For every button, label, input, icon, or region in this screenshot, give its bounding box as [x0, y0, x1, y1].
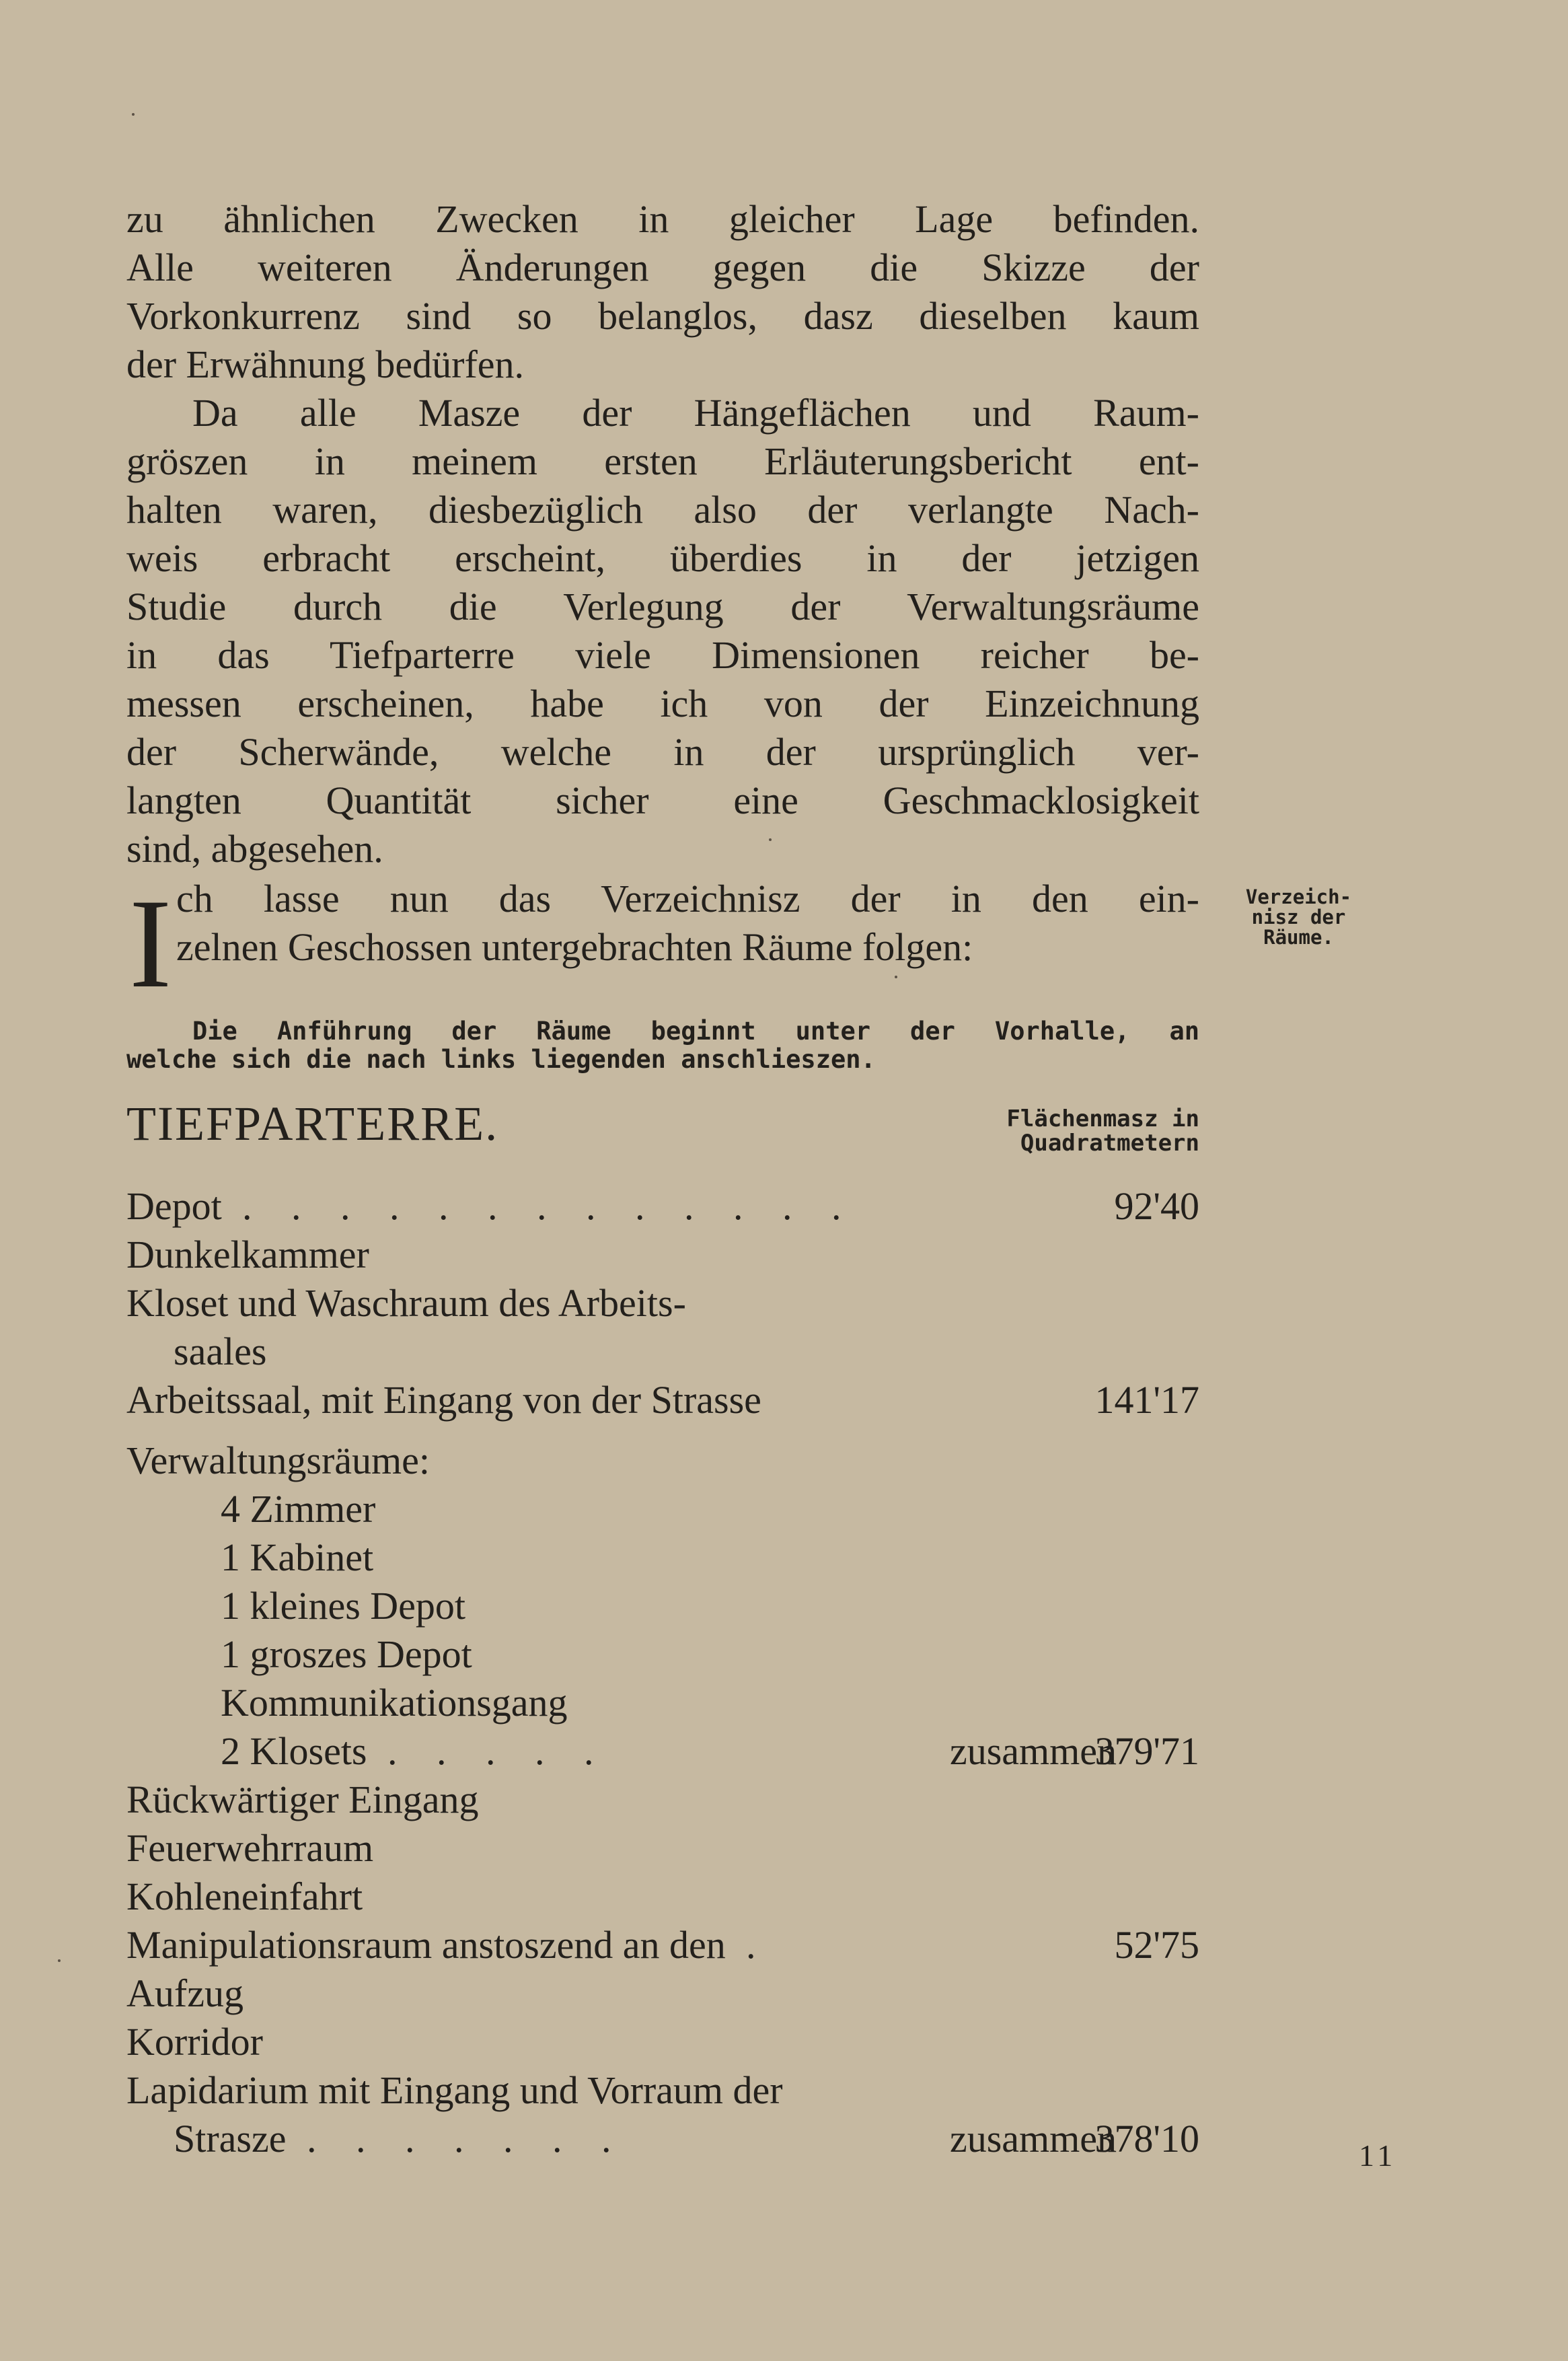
- text-line: Studie durch die Verlegung der Verwaltungsräume: [126, 585, 1199, 628]
- text-line: Alle weiteren Änderungen gegen die Skizze der: [126, 246, 1199, 289]
- text-line: zelnen Geschossen untergebrachten Räume folgen:: [176, 925, 973, 969]
- dot-leader: .: [746, 1923, 771, 1967]
- text-line: Da alle Masze der Hängeflächen und Raum-: [192, 391, 1199, 435]
- column-header: [955, 1107, 1199, 1155]
- text-line: der Scherwände, welche in der ursprünglich ver-: [126, 730, 1199, 774]
- list-item: [126, 1727, 1199, 1776]
- dot-leader: . . . . .: [387, 1729, 609, 1773]
- room-label: Rückwärtiger Eingang: [126, 1778, 479, 1821]
- body-paragraph-1: [126, 195, 1199, 389]
- dot-leader: . . . . . . .: [307, 2117, 626, 2160]
- room-label: Manipulationsraum anstoszend an den: [126, 1923, 726, 1967]
- room-label: Kommunikationsgang: [221, 1681, 568, 1724]
- drop-cap: I: [129, 873, 172, 1015]
- text-line: der Erwähnung bedürfen.: [126, 342, 525, 386]
- room-label: 1 Kabinet: [221, 1535, 374, 1579]
- list-item: [126, 1279, 1199, 1328]
- paper-speck: [769, 838, 772, 841]
- room-label: 1 kleines Depot: [221, 1584, 466, 1628]
- list-item: [126, 2018, 1199, 2066]
- list-item: [126, 1437, 1199, 1485]
- text-line: halten waren, diesbezüglich also der verlangte Nach-: [126, 488, 1199, 532]
- area-value: 92'40: [1114, 1184, 1199, 1228]
- room-label: Kloset und Waschraum des Arbeits-: [126, 1281, 686, 1325]
- area-value: 52'75: [1114, 1923, 1199, 1967]
- text-line: sind, abgesehen.: [126, 827, 383, 871]
- room-label: Dunkelkammer: [126, 1233, 369, 1276]
- text-line: messen erscheinen, habe ich von der Einzeichnung: [126, 682, 1199, 725]
- list-item: [126, 1873, 1199, 1921]
- margin-note-line: Verzeich-: [1245, 885, 1352, 908]
- column-header-line: Flächenmasz in: [1006, 1105, 1199, 1132]
- list-item: [126, 1679, 1199, 1727]
- list-item: [126, 1969, 1199, 2018]
- list-gap: [126, 1424, 1199, 1437]
- introductory-note: [126, 1017, 1199, 1074]
- margin-note-line: Räume.: [1263, 926, 1334, 949]
- paper-speck: [132, 113, 135, 116]
- room-label: Lapidarium mit Eingang und Vorraum der: [126, 2068, 783, 2112]
- room-label: Kohleneinfahrt: [126, 1875, 363, 1918]
- list-item: [126, 1533, 1199, 1582]
- text-line: weis erbracht erscheint, überdies in der jetzigen: [126, 536, 1199, 580]
- room-label: 1 groszes Depot: [221, 1632, 472, 1676]
- margin-note-line: nisz der: [1251, 906, 1346, 929]
- paper-speck: [58, 1959, 61, 1962]
- area-value: 141'17: [1094, 1378, 1199, 1422]
- list-item: [126, 1630, 1199, 1679]
- list-item: [126, 1921, 1199, 1969]
- text-line: in das Tiefparterre viele Dimensionen reicher be-: [126, 633, 1199, 677]
- dropcap-paragraph: [126, 873, 1199, 1015]
- area-value: 379'71: [1094, 1729, 1199, 1773]
- room-label: Verwaltungsräume:: [126, 1439, 430, 1482]
- section-heading: TIEFPARTERRE.: [126, 1097, 499, 1151]
- list-item: [126, 2115, 1199, 2163]
- room-label: Depot: [126, 1184, 222, 1228]
- room-label: Korridor: [126, 2020, 263, 2064]
- list-item: [126, 1182, 1199, 1231]
- paper-speck: [895, 976, 897, 978]
- list-item: [126, 1582, 1199, 1630]
- note-line: welche sich die nach links liegenden anschlieszen.: [126, 1045, 876, 1074]
- dot-leader: . . . . . . . . . . . . .: [242, 1184, 856, 1228]
- note-line: Die Anführung der Räume beginnt unter der Vorhalle, an: [192, 1017, 1199, 1046]
- sum-label: zusammen: [949, 1729, 1117, 1773]
- room-label: 4 Zimmer: [221, 1487, 376, 1531]
- room-label: Arbeitssaal, mit Eingang von der Strasse: [126, 1378, 761, 1422]
- text-line: langten Quantität sicher eine Geschmacklosigkeit: [126, 778, 1199, 822]
- sum-label: zusammen: [949, 2117, 1117, 2160]
- text-line: ch lasse nun das Verzeichnisz der in den ein-: [176, 877, 1199, 920]
- list-item: [126, 1485, 1199, 1533]
- room-list: [126, 1182, 1199, 2163]
- list-item: [126, 1776, 1199, 1824]
- list-item: [126, 1328, 1199, 1376]
- list-item: [126, 1231, 1199, 1279]
- room-label: Aufzug: [126, 1971, 244, 2015]
- room-label: Strasze: [174, 2117, 287, 2160]
- body-paragraph-2: [126, 389, 1199, 873]
- list-item: [126, 2066, 1199, 2115]
- text-line: gröszen in meinem ersten Erläuterungsbericht ent-: [126, 439, 1199, 483]
- column-header-line: Quadratmetern: [1020, 1130, 1199, 1157]
- room-label: Feuerwehrraum: [126, 1826, 374, 1870]
- margin-note: [1230, 887, 1368, 947]
- text-line: Vorkonkurrenz sind so belanglos, dasz dieselben kaum: [126, 294, 1199, 338]
- list-item: [126, 1376, 1199, 1424]
- area-value: 378'10: [1094, 2117, 1199, 2160]
- page-number: 11: [1359, 2138, 1397, 2173]
- room-label: saales: [174, 1330, 267, 1373]
- room-label: 2 Klosets: [221, 1729, 367, 1773]
- text-line: zu ähnlichen Zwecken in gleicher Lage befinden.: [126, 197, 1199, 241]
- list-item: [126, 1824, 1199, 1873]
